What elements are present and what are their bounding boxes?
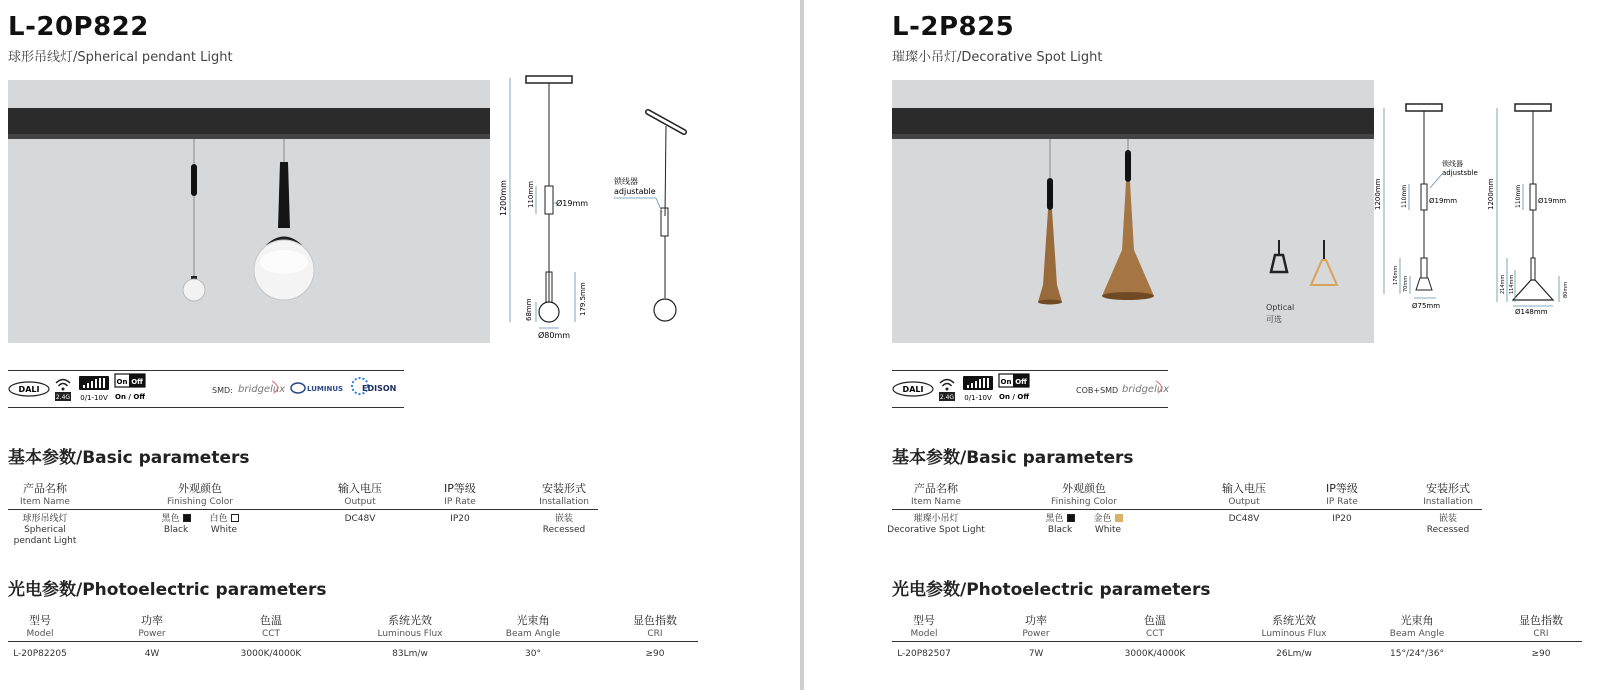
- dim-body-dia: Ø19mm: [556, 199, 589, 208]
- cell-model: L-20P82507: [897, 649, 951, 659]
- cell-flux: 83Lm/w: [392, 649, 428, 659]
- svg-text:Ø19mm: Ø19mm: [1538, 197, 1567, 205]
- cell-item-name: 璀璨小吊灯 Decorative Spot Light: [887, 514, 985, 535]
- led-source-label: COB+SMD: [1076, 386, 1119, 395]
- optical-label-zh: 可选: [1266, 315, 1282, 324]
- product-subtitle: 璀璨小吊灯/Decorative Spot Light: [892, 50, 1103, 65]
- th-luminous-flux: 系统光效 Luminous Flux: [1261, 614, 1327, 639]
- svg-text:Off: Off: [1015, 378, 1027, 386]
- basic-params-table: [884, 480, 1494, 550]
- svg-text:bridgelux: bridgelux: [1122, 384, 1170, 395]
- optical-label-en: Optical: [1266, 303, 1295, 312]
- bridgelux-logo: [236, 377, 284, 399]
- basic-params-table: [8, 480, 608, 550]
- svg-text:DALI: DALI: [18, 385, 40, 394]
- svg-text:adjustsble: adjustsble: [1442, 169, 1478, 177]
- cell-model: L-20P82205: [13, 649, 67, 659]
- cell-power: 4W: [144, 649, 160, 659]
- page-divider: [800, 0, 804, 690]
- svg-text:110mm: 110mm: [1515, 184, 1522, 208]
- svg-text:110mm: 110mm: [1401, 184, 1408, 208]
- adjuster-label-zh: 锁线器: [614, 177, 638, 186]
- dim-lamp-h: 179.5mm: [579, 282, 587, 316]
- black-swatch: [183, 514, 191, 522]
- th-power: 功率 Power: [1022, 614, 1050, 639]
- th-cri: 显色指数 CRI: [633, 614, 677, 639]
- svg-text:2.4G: 2.4G: [55, 394, 71, 401]
- feature-icon-bar: [8, 370, 404, 408]
- th-ip-rate: IP等级 IP Rate: [444, 482, 476, 507]
- th-cct: 色温 CCT: [260, 614, 282, 639]
- th-output: 输入电压 Output: [1222, 482, 1266, 507]
- basic-params-title: 基本参数/Basic parameters: [892, 448, 1134, 468]
- gold-swatch: [1115, 514, 1123, 522]
- cell-cri: ≥90: [1531, 649, 1551, 659]
- product-photo: [892, 80, 1374, 343]
- th-cct: 色温 CCT: [1144, 614, 1166, 639]
- cell-item-name: 球形吊线灯 Spherical pendant Light: [13, 514, 77, 546]
- adjustable-drawing: [610, 108, 700, 338]
- dimension-drawing-large: [1487, 100, 1599, 322]
- svg-text:Ø75mm: Ø75mm: [1412, 302, 1441, 310]
- cell-cct: 3000K/4000K: [1124, 649, 1186, 659]
- white-swatch: [231, 514, 239, 522]
- th-model: 型号 Model: [26, 614, 54, 639]
- svg-text:1200mm: 1200mm: [1374, 178, 1382, 210]
- cell-color-black: 黑色 Black: [154, 514, 198, 536]
- th-model: 型号 Model: [910, 614, 938, 639]
- dimming-icon: [78, 375, 110, 403]
- th-installation: 安装形式 Installation: [539, 482, 589, 507]
- edison-logo: [350, 373, 404, 399]
- th-item-name: 产品名称 Item Name: [911, 482, 961, 507]
- cell-power: 7W: [1028, 649, 1044, 659]
- model-number: L-20P822: [8, 12, 149, 42]
- dimension-drawing: [500, 76, 610, 346]
- th-luminous-flux: 系统光效 Luminous Flux: [377, 614, 443, 639]
- cell-voltage: DC48V: [344, 514, 376, 524]
- cell-ip: IP20: [450, 514, 470, 524]
- dim-height: 1200mm: [499, 180, 508, 216]
- svg-text:0/1-10V: 0/1-10V: [964, 394, 992, 402]
- svg-text:On / Off: On / Off: [999, 393, 1029, 401]
- table-rule: [8, 641, 698, 642]
- svg-text:176mm: 176mm: [1393, 265, 1399, 285]
- table-rule: [892, 641, 1582, 642]
- cell-flux: 26Lm/w: [1276, 649, 1312, 659]
- on-off-icon: [998, 373, 1032, 403]
- cell-color-gold: 金色 White: [1093, 514, 1122, 535]
- svg-text:1200mm: 1200mm: [1487, 178, 1495, 210]
- th-beam-angle: 光束角 Beam Angle: [1389, 614, 1445, 639]
- cell-cri: ≥90: [645, 649, 665, 659]
- th-beam-angle: 光束角 Beam Angle: [505, 614, 561, 639]
- svg-text:On / Off: On / Off: [115, 393, 145, 401]
- wireless-icon: [938, 375, 956, 401]
- photo-params-table: [8, 612, 698, 672]
- photo-params-table: [892, 612, 1592, 672]
- product-subtitle: 球形吊线灯/Spherical pendant Light: [8, 50, 233, 65]
- cell-cct: 3000K/4000K: [240, 649, 302, 659]
- cell-installation: 嵌装 Recessed: [542, 514, 586, 535]
- svg-text:DALI: DALI: [902, 385, 924, 394]
- svg-text:0/1-10V: 0/1-10V: [80, 394, 108, 402]
- dali-icon: [8, 378, 50, 400]
- cell-color-black: 黑色 Black: [1038, 514, 1082, 536]
- dali-icon: [892, 378, 934, 400]
- photo-params-title: 光电参数/Photoelectric parameters: [8, 580, 327, 600]
- svg-text:214mm: 214mm: [1500, 274, 1506, 294]
- th-output: 输入电压 Output: [338, 482, 382, 507]
- cell-ip: IP20: [1332, 514, 1352, 524]
- th-item-name: 产品名称 Item Name: [20, 482, 70, 507]
- left-page: [0, 0, 800, 690]
- right-page: [812, 0, 1607, 690]
- th-finishing-color: 外观颜色 Finishing Color: [1051, 482, 1117, 507]
- black-swatch: [1067, 514, 1075, 522]
- cell-installation: 嵌装 Recessed: [1426, 514, 1470, 535]
- led-source-label: SMD:: [212, 386, 233, 395]
- table-rule: [8, 509, 598, 510]
- adjuster-label-en: adjustable: [614, 187, 656, 196]
- svg-text:80mm: 80mm: [1563, 281, 1569, 298]
- dim-ball-h: 68mm: [525, 298, 533, 321]
- model-number: L-2P825: [892, 12, 1015, 42]
- cell-color-white: 白色 White: [209, 514, 238, 535]
- svg-text:2.4G: 2.4G: [939, 394, 955, 401]
- svg-text:LUMINUS: LUMINUS: [307, 385, 344, 393]
- table-rule: [892, 509, 1482, 510]
- svg-text:bridgelux: bridgelux: [238, 384, 286, 395]
- on-off-icon: [114, 373, 148, 403]
- cell-beam: 15°/24°/36°: [1390, 649, 1444, 659]
- product-photo: [8, 80, 490, 343]
- dim-body-len: 110mm: [527, 181, 535, 208]
- dimension-drawing-small: [1374, 100, 1486, 320]
- th-cri: 显色指数 CRI: [1519, 614, 1563, 639]
- svg-text:Off: Off: [131, 378, 143, 386]
- luminus-logo: [290, 379, 346, 397]
- svg-text:114mm: 114mm: [1509, 274, 1515, 294]
- svg-text:锁线器: 锁线器: [1442, 160, 1463, 168]
- th-power: 功率 Power: [138, 614, 166, 639]
- svg-text:EDISON: EDISON: [362, 384, 397, 393]
- wireless-icon: [54, 375, 72, 401]
- dim-ball-dia: Ø80mm: [538, 331, 571, 340]
- cell-voltage: DC48V: [1228, 514, 1260, 524]
- photo-params-title: 光电参数/Photoelectric parameters: [892, 580, 1211, 600]
- bridgelux-logo: [1120, 377, 1168, 399]
- svg-text:70mm: 70mm: [1403, 275, 1409, 292]
- svg-text:Ø148mm: Ø148mm: [1515, 308, 1548, 316]
- feature-icon-bar: [892, 370, 1168, 408]
- svg-text:On: On: [1000, 378, 1012, 386]
- th-finishing-color: 外观颜色 Finishing Color: [167, 482, 233, 507]
- th-installation: 安装形式 Installation: [1423, 482, 1473, 507]
- svg-text:Ø19mm: Ø19mm: [1429, 197, 1458, 205]
- dimming-icon: [962, 375, 994, 403]
- th-ip-rate: IP等级 IP Rate: [1326, 482, 1358, 507]
- svg-text:On: On: [116, 378, 128, 386]
- basic-params-title: 基本参数/Basic parameters: [8, 448, 250, 468]
- cell-beam: 30°: [525, 649, 541, 659]
